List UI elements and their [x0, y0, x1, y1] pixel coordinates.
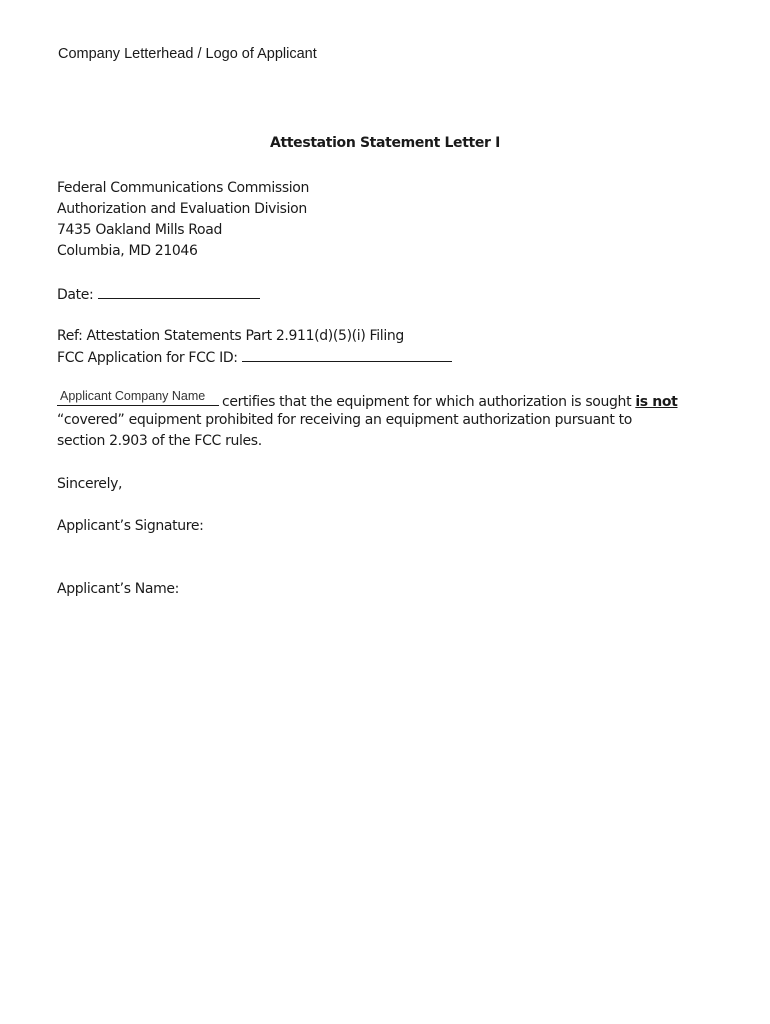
fcc-id-label: FCC Application for FCC ID:: [57, 350, 238, 366]
letter-title: Attestation Statement Letter I: [270, 135, 500, 151]
ref-line-1: Ref: Attestation Statements Part 2.911(d)(5)(i) Filing: [57, 328, 404, 344]
signature-label: Applicant’s Signature:: [57, 518, 204, 534]
ref-line-2: [57, 347, 452, 369]
address-line-3: 7435 Oakland Mills Road: [57, 222, 223, 238]
letterhead-placeholder: Company Letterhead / Logo of Applicant: [58, 46, 317, 62]
address-line-1: Federal Communications Commission: [57, 180, 310, 196]
closing: Sincerely,: [57, 476, 123, 492]
body-text: certifies that the equipment for which authorization is sought: [222, 394, 632, 410]
date-line: [57, 284, 260, 306]
name-label: Applicant’s Name:: [57, 581, 180, 597]
body-line-3: section 2.903 of the FCC rules.: [57, 433, 262, 449]
body-line-2: “covered” equipment prohibited for receiving an equipment authorization pursuant to: [57, 412, 632, 428]
address-line-2: Authorization and Evaluation Division: [57, 201, 307, 217]
date-blank[interactable]: [98, 284, 260, 299]
is-not-emphasis: is not: [635, 394, 678, 410]
fcc-id-blank[interactable]: [242, 347, 452, 362]
applicant-company-name-field[interactable]: [57, 389, 219, 406]
date-label: Date:: [57, 287, 94, 303]
address-line-4: Columbia, MD 21046: [57, 243, 198, 259]
applicant-company-name-value: Applicant Company Name: [60, 389, 206, 403]
